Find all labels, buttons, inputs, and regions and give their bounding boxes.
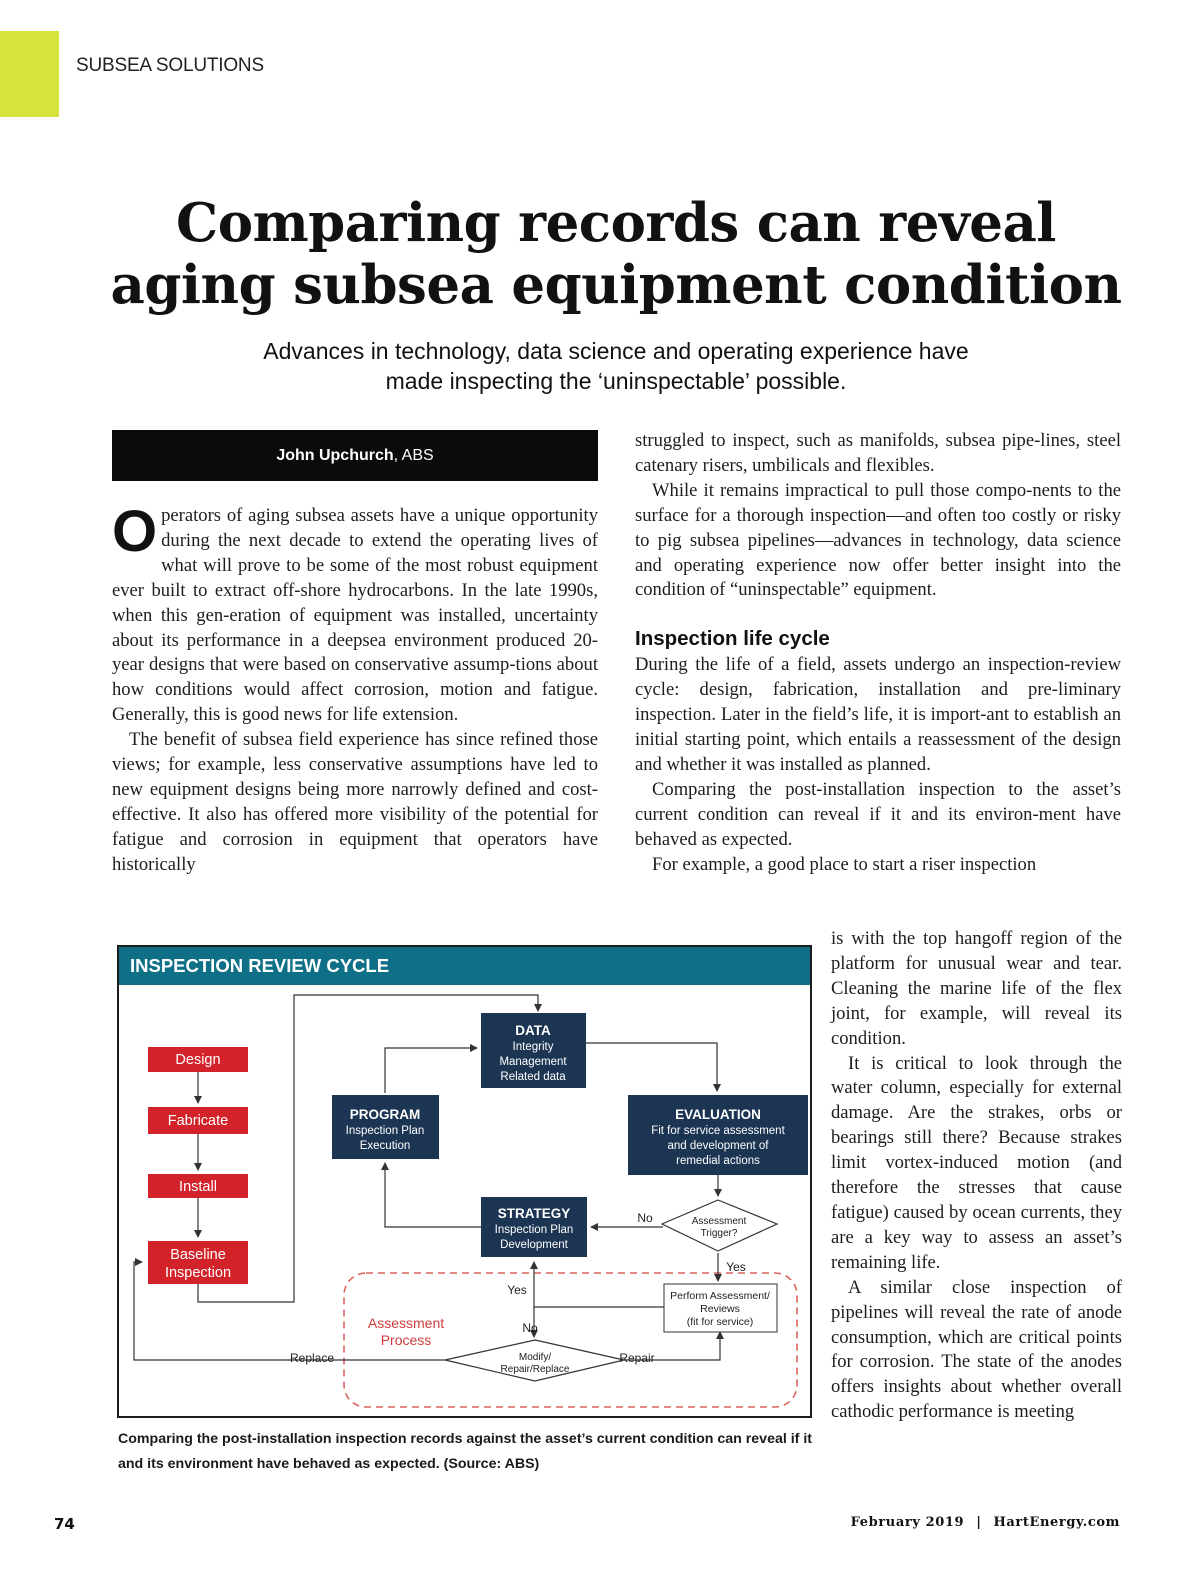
- byline-author: John Upchurch: [276, 446, 394, 464]
- arrow-program-data: [385, 1048, 477, 1093]
- inspection-review-cycle-figure: [117, 945, 812, 1418]
- arrow-perform-strategy: [534, 1262, 664, 1307]
- paragraph: struggled to inspect, such as manifolds, subsea pipe-lines, steel catenary risers, umbilicals and flexibles.: [635, 430, 1121, 476]
- headline-line-2: aging subsea equipment condition: [110, 254, 1122, 316]
- paragraph: It is critical to look through the water column, especially for external damage. Are the strakes, orbs or bearings still there? Because strakes limit vortex-induced motion (and therefore the stresses that cause fatigue) caused by ocean currents, they are a key way to assess an asset’s remaining life.: [831, 1052, 1122, 1273]
- no-label-trigger: No: [637, 1211, 653, 1225]
- data-title: DATA: [515, 1023, 551, 1038]
- repair-label: Repair: [619, 1351, 655, 1365]
- issue-date: February 2019: [850, 1515, 965, 1530]
- figure-caption: Comparing the post-installation inspection records against the asset’s current condition can reveal if it and its environment have behaved as expected. (Source: ABS): [118, 1431, 813, 1472]
- strategy-title: STRATEGY: [497, 1206, 571, 1221]
- evaluation-line-3: remedial actions: [676, 1155, 760, 1167]
- modify-line-1: Modify/: [518, 1352, 552, 1363]
- deck-line-1: Advances in technology, data science and operating experience have: [263, 338, 969, 364]
- headline: [60, 192, 1172, 316]
- replace-label: Replace: [289, 1351, 335, 1365]
- figure-title: INSPECTION REVIEW CYCLE: [119, 947, 810, 985]
- strategy-line-1: Inspection Plan: [494, 1224, 574, 1236]
- assessment-process-label-1: Assessment: [367, 1315, 445, 1331]
- no-label-modify: No: [522, 1321, 538, 1335]
- deck: [160, 336, 1072, 396]
- paragraph: The benefit of subsea field experience has since refined those views; for example, less conservative assumptions have led to new equipment designs being more narrowly defined and cost-effective. It also has offered more visibility of the potential for fatigue and corrosion in equipment that operators have historically: [112, 729, 598, 875]
- paragraph: is with the top hangoff region of the platform for unusual wear and tear. Cleaning the marine life of the flex joint, for example, will reveal its condition.: [831, 928, 1122, 1049]
- design-label: Design: [175, 1052, 221, 1068]
- drop-cap: O: [112, 499, 158, 564]
- paragraph: Comparing the post-installation inspection to the asset’s current condition can reveal if it and its environ-ment have behaved as expected.: [635, 778, 1121, 850]
- byline-org: , ABS: [393, 446, 434, 464]
- section-label: SUBSEA SOLUTIONS: [76, 55, 264, 76]
- byline: [112, 430, 598, 481]
- page-number: 74: [54, 1515, 75, 1533]
- yes-label-strategy: Yes: [507, 1283, 527, 1297]
- program-line-1: Inspection Plan: [345, 1125, 425, 1137]
- trigger-line-1: Assessment: [691, 1216, 747, 1227]
- paragraph-text: perators of aging subsea assets have a unique opportunity during the next decade to extend the operating lives of what will prove to be some of the most robust equipment ever built to extract off-shore hydrocarbons. In the late 1990s, when this gen-eration of equipment was installed, uncertainty about its performance in a deepsea environment produced 20-year designs that were based on conservative assump-tions about how conditions would affect corrosion, motion and fatigue. Generally, this is good news for life extension.: [112, 505, 598, 726]
- paragraph: During the life of a field, assets undergo an inspection-review cycle: design, fabrication, installation and pre-liminary inspection. Later in the field’s life, it is import-ant to establish an initial starting point, which entails a reassessment of the design and whether it was installed as planned.: [635, 654, 1121, 775]
- arrow-strategy-program: [385, 1163, 488, 1227]
- install-label: Install: [179, 1179, 217, 1195]
- paragraph: For example, a good place to start a riser inspection: [652, 853, 1037, 875]
- paragraph: [112, 499, 598, 728]
- evaluation-line-2: and development of: [667, 1140, 769, 1152]
- perform-line-1: Perform Assessment/: [670, 1290, 770, 1302]
- deck-line-2: made inspecting the ‘uninspectable’ possible.: [385, 368, 847, 394]
- assessment-process-label-2: Process: [380, 1332, 432, 1348]
- footer-divider: |: [976, 1515, 982, 1530]
- article-column-1: [112, 499, 598, 878]
- program-title: PROGRAM: [349, 1107, 421, 1122]
- yes-label-trigger: Yes: [726, 1260, 746, 1274]
- arrow-data-evaluation: [586, 1043, 717, 1091]
- data-line-3: Related data: [500, 1071, 566, 1083]
- program-line-2: Execution: [359, 1140, 411, 1152]
- data-line-2: Management: [499, 1056, 567, 1068]
- modify-line-2: Repair/Replace: [500, 1364, 570, 1375]
- evaluation-line-1: Fit for service assessment: [651, 1125, 785, 1137]
- headline-line-1: Comparing records can reveal: [176, 192, 1056, 254]
- article-column-3: [831, 927, 1122, 1425]
- article-column-2: [635, 429, 1121, 878]
- evaluation-title: EVALUATION: [675, 1107, 761, 1122]
- baseline-label-2: Inspection: [164, 1265, 232, 1281]
- paragraph: A similar close inspection of pipelines will reveal the rate of anode consumption, which are critical points for corrosion. The state of the anodes offers insights about whether overall cathodic performance is meeting: [831, 1276, 1122, 1423]
- strategy-line-2: Development: [500, 1239, 568, 1251]
- flowchart: [119, 947, 814, 1420]
- perform-line-3: (fit for service): [686, 1316, 754, 1328]
- perform-line-2: Reviews: [700, 1303, 740, 1315]
- section-color-tab: [0, 31, 59, 117]
- subhead: Inspection life cycle: [635, 627, 830, 651]
- trigger-line-2: Trigger?: [700, 1228, 738, 1239]
- site-name: HartEnergy.com: [993, 1515, 1120, 1530]
- data-line-1: Integrity: [512, 1041, 554, 1053]
- baseline-label-1: Baseline: [170, 1247, 226, 1263]
- fabricate-label: Fabricate: [167, 1113, 229, 1129]
- footer-info: [851, 1515, 1120, 1530]
- paragraph: While it remains impractical to pull those compo-nents to the surface for a thorough inspection—and often too costly or risky to pig subsea pipelines—advances in technology, data science and operating experience now offer better insight into the condition of “uninspectable” equipment.: [635, 479, 1121, 601]
